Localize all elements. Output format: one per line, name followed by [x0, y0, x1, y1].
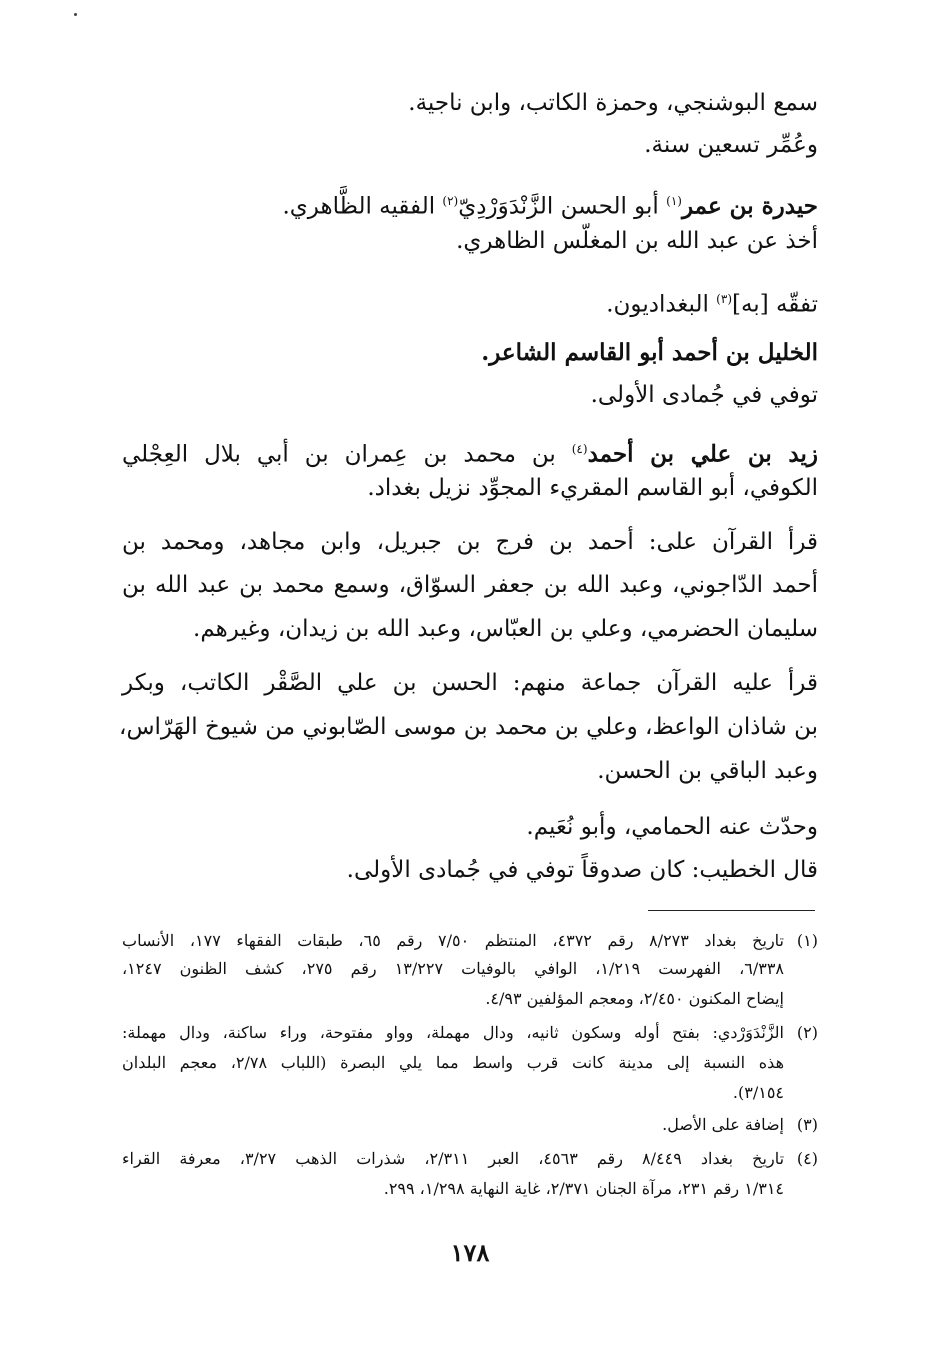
text-line: سمع البوشنجي، وحمزة الكاتب، وابن ناجية. [408, 90, 818, 116]
footnote-number: (١) [796, 931, 818, 950]
entry-name: زيد بن علي بن أحمد [587, 440, 819, 468]
text-line: قرأ عليه القرآن جماعة منهم: الحسن بن علي الصَّقْر الكاتب، وبكر [122, 670, 818, 696]
footnote-line: هذه النسبة إلى مدينة كانت قرب واسط مما يلي البصرة (اللباب ٢/٧٨، معجم البلدان [122, 1053, 785, 1072]
footnote-ref: (٤) [571, 442, 588, 456]
entry-title: الفقيه الظَّاهري. [282, 193, 436, 220]
footnote-number: (٣) [796, 1115, 818, 1134]
text-segment: البغداديون. [606, 291, 709, 318]
footnote-line: الزَّنْدَوَرْدي: بفتح أوله وسكون ثانيه، ودال مهملة، وواو مفتوحة، وراء ساكنة، ودال مهملة: [122, 1023, 784, 1042]
text-segment: تفقّه [به] [732, 291, 818, 318]
text-line: الكوفي، أبو القاسم المقريء المجوِّد نزيل بغداد. [367, 475, 818, 501]
entry-kunya: أبو الحسن الزَّنْدَوَرْدِيّ [458, 193, 659, 220]
entry-heading-haydara [282, 184, 818, 224]
footnote-line: إضافة على الأصل. [662, 1115, 784, 1134]
entry-name: حيدرة بن عمر [681, 192, 818, 220]
footnote-line: ٣/١٥٤). [732, 1083, 784, 1102]
entry-heading-khalil: الخليل بن أحمد أبو القاسم الشاعر. [481, 339, 818, 366]
footnote-separator [648, 910, 815, 911]
footnote-ref: (٢) [442, 194, 459, 208]
text-line: أخذ عن عبد الله بن المغلّس الظاهري. [456, 228, 818, 254]
footnote-number: (٢) [796, 1023, 818, 1042]
text-line: وحدّث عنه الحمامي، وأبو نُعَيم. [526, 814, 818, 840]
text-line: بن شاذان الواعظ، وعلي بن محمد بن موسى الصّابوني من شيوخ الهَرّاس، [119, 714, 818, 740]
footnote-ref: (١) [666, 194, 682, 208]
footnote-number: (٤) [796, 1149, 818, 1168]
footnote-line: ١/٣١٤ رقم ٢٣١، مرآة الجنان ٢/٣٧١، غاية النهاية ١/٢٩٨، ٢٩٩. [383, 1179, 784, 1198]
text-line: قرأ القرآن على: أحمد بن فرج بن جبريل، وابن مجاهد، ومحمد بن [122, 529, 818, 555]
footnote-line: تاريخ بغداد ٨/٢٧٣ رقم ٤٣٧٢، المنتظم ٧/٥٠ رقم ٦٥، طبقات الفقهاء ١٧٧، الأنساب [122, 931, 784, 950]
text-line: أحمد الدّاجوني، وعبد الله بن جعفر السوّاق، وسمع محمد بن عبد الله بن [122, 572, 818, 598]
page-number: ١٧٨ [450, 1238, 490, 1267]
footnote-line: تاريخ بغداد ٨/٤٤٩ رقم ٤٥٦٣، العبر ٢/٣١١، شذرات الذهب ٣/٢٧، معرفة القراء [122, 1149, 785, 1168]
footnote-ref: (٣) [716, 292, 732, 306]
text-line: وعُمِّر تسعين سنة. [644, 132, 818, 158]
text-line: سليمان الحضرمي، وعلي بن العبّاس، وعبد الله بن زيدان، وغيرهم. [193, 616, 818, 642]
footnote-line: ٦/٣٣٨، الفهرست ١/٢١٩، الوافي بالوفيات ١٣/٢٢٧ رقم ٢٧٥، كشف الظنون ١٢٤٧، [122, 959, 784, 978]
text-line: توفي في جُمادى الأولى. [590, 382, 818, 408]
text-line: وعبد الباقي بن الحسن. [597, 758, 818, 784]
entry-heading-zayd [122, 432, 818, 472]
entry-lineage: بن محمد بن عِمران بن أبي بلال العِجْلي [122, 441, 556, 468]
text-line: قال الخطيب: كان صدوقاً توفي في جُمادى الأولى. [346, 857, 818, 883]
speck-mark [74, 13, 77, 16]
footnote-line: إيضاح المكنون ٢/٤٥٠، ومعجم المؤلفين ٤/٩٣. [485, 989, 784, 1008]
text-line [606, 282, 818, 322]
